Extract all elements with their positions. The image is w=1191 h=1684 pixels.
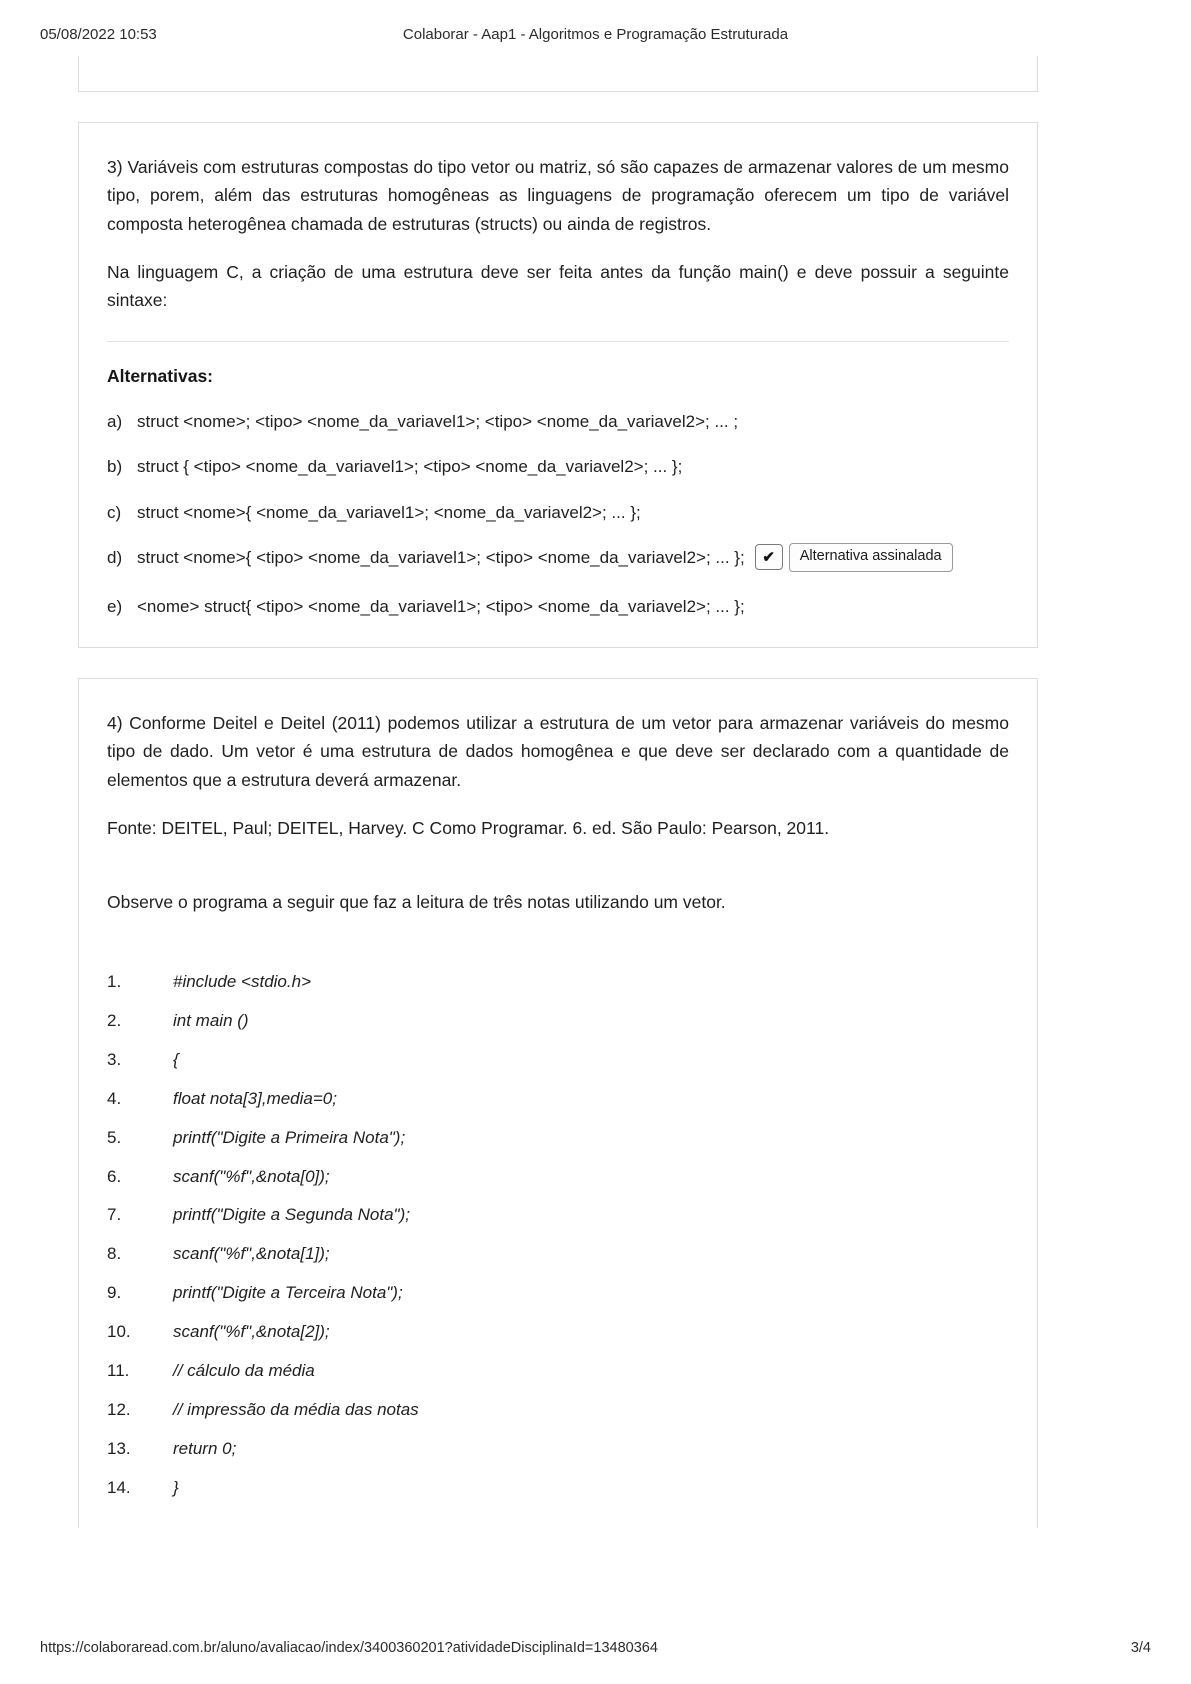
question-3-alternatives-heading: Alternativas:: [107, 365, 214, 386]
print-header-date: 05/08/2022 10:53: [40, 26, 157, 43]
card-gap-1: [78, 92, 1038, 122]
code-line-source: scanf("%f",&nota[1]);: [173, 1244, 330, 1264]
question-4-spacer-2: [107, 937, 1009, 971]
code-line-source: scanf("%f",&nota[2]);: [173, 1322, 330, 1342]
code-line-number: 6.: [107, 1166, 122, 1186]
page-sheet: [78, 56, 1038, 1628]
code-line-number: 12.: [107, 1400, 131, 1420]
code-line: [107, 1399, 1009, 1422]
code-line-number: 11.: [107, 1361, 130, 1381]
code-line-source: {: [173, 1049, 179, 1069]
code-line-source: return 0;: [173, 1439, 237, 1459]
code-line: [107, 1477, 1009, 1500]
code-line-number: 13.: [107, 1439, 131, 1459]
alternative-letter: e): [107, 596, 123, 616]
print-header-title: Colaborar - Aap1 - Algoritmos e Programação Estruturada: [402, 26, 789, 43]
question-4-code-listing: [107, 971, 1009, 1500]
alternative-letter: a): [107, 411, 123, 431]
code-line-source: printf("Digite a Primeira Nota");: [173, 1127, 406, 1147]
code-line: [107, 1360, 1009, 1383]
alternative-option-d[interactable]: [107, 545, 1009, 573]
print-footer-url[interactable]: https://colaboraread.com.br/aluno/avaliacao/index/3400360201?atividadeDisciplinaId=13480364: [40, 1640, 658, 1656]
code-line-number: 4.: [107, 1088, 122, 1108]
code-line: [107, 1438, 1009, 1461]
code-line-number: 9.: [107, 1283, 122, 1303]
code-line-source: // cálculo da média: [173, 1361, 315, 1381]
status-badge: Alternativa assinalada: [789, 543, 953, 571]
code-line-source: printf("Digite a Segunda Nota");: [173, 1205, 410, 1225]
code-line-source: }: [173, 1478, 179, 1498]
code-line: [107, 1243, 1009, 1266]
alternative-option-e[interactable]: [107, 594, 1009, 620]
print-footer-page-number: 3/4: [1130, 1640, 1151, 1656]
code-line: [107, 1282, 1009, 1305]
alternative-letter: b): [107, 457, 123, 477]
code-line: [107, 1010, 1009, 1033]
previous-question-card-remnant: [78, 56, 1038, 92]
code-line: [107, 1166, 1009, 1189]
checkmark-icon[interactable]: ✔: [755, 544, 783, 570]
code-line-number: 2.: [107, 1010, 122, 1030]
print-header: [0, 26, 1191, 48]
code-line: [107, 971, 1009, 994]
code-line: [107, 1204, 1009, 1227]
code-line-number: 8.: [107, 1244, 122, 1264]
code-line: [107, 1321, 1009, 1344]
code-line: [107, 1088, 1009, 1111]
code-line-number: 10.: [107, 1322, 131, 1342]
question-3-card: [78, 122, 1038, 648]
code-line-source: int main (): [173, 1010, 249, 1030]
question-4-source-line: Fonte: DEITEL, Paul; DEITEL, Harvey. C Como Programar. 6. ed. São Paulo: Pearson, 2011.: [107, 818, 830, 839]
alternative-option-b[interactable]: [107, 454, 1009, 480]
selected-answer-marker: [755, 543, 953, 571]
question-3-divider: [107, 341, 1009, 342]
alternative-letter: c): [107, 502, 122, 522]
question-4-instruction-line: Observe o programa a seguir que faz a leitura de três notas utilizando um vetor.: [107, 892, 726, 913]
alternative-text: struct <nome>{ <nome_da_variavel1>; <nome_da_variavel2>; ... };: [137, 502, 641, 522]
alternative-text: <nome> struct{ <tipo> <nome_da_variavel1>; <tipo> <nome_da_variavel2>; ... };: [137, 596, 745, 616]
alternative-option-c[interactable]: [107, 500, 1009, 526]
code-line-source: scanf("%f",&nota[0]);: [173, 1166, 330, 1186]
question-4-card: [78, 678, 1038, 1528]
alternative-text: struct <nome>; <tipo> <nome_da_variavel1>; <tipo> <nome_da_variavel2>; ... ;: [137, 411, 739, 431]
code-line-source: #include <stdio.h>: [173, 971, 311, 991]
alternative-option-a[interactable]: [107, 409, 1009, 435]
question-3-statement-paragraph-2: Na linguagem C, a criação de uma estrutura deve ser feita antes da função main() e deve possuir a seguinte sintaxe:: [107, 262, 1009, 311]
question-4-statement-paragraph-1: 4) Conforme Deitel e Deitel (2011) podemos utilizar a estrutura de um vetor para armazenar variáveis do mesmo tipo de dado. Um vetor é uma estrutura de dados homogênea e que deve ser declarado com a quantidade de elementos que a estrutura deverá armazenar.: [107, 713, 1009, 790]
card-gap-2: [78, 648, 1038, 678]
code-line-number: 5.: [107, 1127, 122, 1147]
alternative-letter: d): [107, 548, 123, 568]
code-line-number: 1.: [107, 971, 122, 991]
question-3-alternatives-list: [107, 409, 1009, 619]
question-3-statement-paragraph-1: 3) Variáveis com estruturas compostas do tipo vetor ou matriz, só são capazes de armazenar valores de um mesmo tipo, porem, além das estruturas homogêneas as linguagens de programação oferecem um tipo de variável composta heterogênea chamada de estruturas (structs) ou ainda de registros.: [107, 157, 1009, 234]
code-line: [107, 1127, 1009, 1150]
code-line-source: // impressão da média das notas: [173, 1400, 419, 1420]
alternative-text: struct <nome>{ <tipo> <nome_da_variavel1>; <tipo> <nome_da_variavel2>; ... };: [137, 548, 745, 568]
code-line-number: 3.: [107, 1049, 122, 1069]
code-line: [107, 1049, 1009, 1072]
question-4-spacer-1: [107, 862, 1009, 888]
code-line-source: float nota[3],media=0;: [173, 1088, 337, 1108]
alternative-text: struct { <tipo> <nome_da_variavel1>; <tipo> <nome_da_variavel2>; ... };: [137, 457, 683, 477]
code-line-source: printf("Digite a Terceira Nota");: [173, 1283, 403, 1303]
print-footer: [0, 1640, 1191, 1662]
code-line-number: 7.: [107, 1205, 122, 1225]
code-line-number: 14.: [107, 1478, 131, 1498]
